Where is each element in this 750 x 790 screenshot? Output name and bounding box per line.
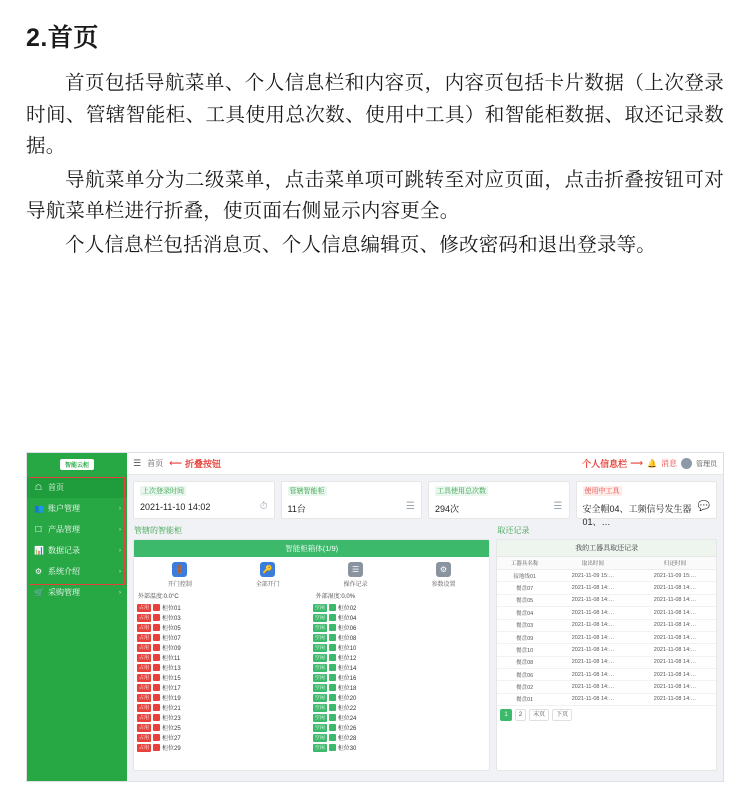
sidebar-item-purchase[interactable]: [27, 582, 127, 603]
card-title: 上次登录时间: [142, 488, 184, 495]
table-row[interactable]: [497, 693, 716, 705]
sidebar-item-records[interactable]: [27, 540, 127, 561]
settings-button[interactable]: [431, 562, 455, 588]
cell-returned: 2021-11-08 14:…: [634, 619, 716, 631]
slot-status-tag: 占用: [139, 664, 150, 671]
cabinet-slot[interactable]: [313, 613, 487, 622]
records-section-title: 取还记录: [497, 526, 530, 535]
tool-label: 参数设置: [431, 582, 456, 588]
slot-indicator: [153, 684, 160, 691]
cell-name: 餐盘01: [497, 693, 552, 705]
table-row[interactable]: [497, 619, 716, 631]
cell-taken: 2021-11-08 14:…: [552, 631, 634, 643]
card-value: 2021-11-10 14:02: [140, 502, 211, 512]
sidebar-item-system[interactable]: [27, 561, 127, 582]
card-value: 安全帽04、工频信号发生器01、…: [582, 504, 692, 527]
cabinet-slot[interactable]: [137, 633, 311, 642]
slot-indicator: [153, 744, 160, 751]
annotation-collapse-button: [169, 457, 221, 470]
cell-name: 餐盘05: [497, 594, 552, 606]
cabinet-toolbar: [134, 557, 489, 590]
slot-status-tag: 空闲: [314, 644, 325, 651]
cell-taken: 2021-11-08 14:…: [552, 693, 634, 705]
app-logo: [27, 453, 127, 475]
cell-taken: 2021-11-08 14:…: [552, 619, 634, 631]
user-name: 管理员: [696, 460, 717, 468]
cell-returned: 2021-11-08 14:…: [634, 669, 716, 681]
arrow-left-icon: ⟵: [169, 458, 182, 468]
slot-indicator: [153, 714, 160, 721]
chevron-right-icon: ›: [119, 568, 121, 575]
cabinet-slot[interactable]: [137, 703, 311, 712]
slot-label: 柜位06: [337, 626, 357, 632]
slot-label: 柜位12: [337, 656, 357, 662]
cabinet-slot[interactable]: [137, 603, 311, 612]
bell-icon[interactable]: 🔔: [647, 459, 657, 468]
cabinet-section-title: 管辖的智能柜: [134, 526, 182, 535]
door-control-button[interactable]: [168, 562, 192, 588]
slot-label: 柜位21: [162, 706, 181, 712]
cabinet-slot[interactable]: [313, 693, 487, 702]
cell-returned: 2021-11-09 15:…: [634, 570, 716, 582]
slot-status-tag: 占用: [139, 614, 150, 621]
page-title: 2.首页: [26, 24, 99, 52]
cell-taken: 2021-11-08 14:…: [552, 607, 634, 619]
slot-label: 柜位17: [162, 686, 181, 692]
cell-name: 餐盘04: [497, 607, 552, 619]
slot-indicator: [329, 674, 336, 681]
slot-indicator: [153, 604, 160, 611]
slot-status-tag: 占用: [139, 604, 150, 611]
cabinet-slot[interactable]: [137, 663, 311, 672]
top-bar: [127, 453, 723, 475]
slot-label: 柜位02: [337, 606, 357, 612]
cell-name: 餐盘10: [497, 644, 552, 656]
cell-taken: 2021-11-08 14:…: [552, 582, 634, 594]
slot-indicator: [153, 704, 160, 711]
last-page-button[interactable]: 末页: [529, 709, 549, 721]
slot-status-tag: 占用: [139, 694, 150, 701]
slot-indicator: [153, 614, 160, 621]
cabinet-slot[interactable]: [137, 723, 311, 732]
home-icon: ☖: [34, 483, 43, 492]
gear-icon: ⚙: [34, 567, 43, 576]
cell-returned: 2021-11-08 14:…: [634, 607, 716, 619]
slot-label: 柜位09: [162, 646, 181, 652]
slot-label: 柜位26: [337, 726, 357, 732]
slot-label: 柜位15: [162, 676, 181, 682]
slot-label: 柜位04: [337, 616, 357, 622]
cabinet-panel: [133, 539, 490, 771]
cell-taken: 2021-11-08 14:…: [552, 669, 634, 681]
cabinet-slot[interactable]: [137, 733, 311, 742]
open-all-button[interactable]: [256, 562, 280, 588]
slot-indicator: [153, 664, 160, 671]
cell-returned: 2021-11-08 14:…: [634, 644, 716, 656]
slot-status-tag: 空闲: [314, 654, 325, 661]
cabinet-slot[interactable]: [137, 623, 311, 632]
records-table: [497, 557, 716, 706]
sidebar-item-label: 首页: [48, 483, 64, 492]
hamburger-icon[interactable]: ☰: [133, 458, 142, 468]
slot-indicator: [153, 724, 160, 731]
table-row[interactable]: [497, 681, 716, 693]
cell-name: 餐盘03: [497, 619, 552, 631]
slot-label: 柜位29: [162, 746, 181, 752]
cabinet-slot[interactable]: [313, 623, 487, 632]
slot-label: 柜位08: [337, 636, 357, 642]
cell-taken: 2021-11-08 14:…: [552, 644, 634, 656]
key-icon: 🔑: [260, 562, 275, 577]
cell-name: 餐盘08: [497, 656, 552, 668]
column-header-taken: 取出时间: [552, 557, 634, 570]
table-row[interactable]: [497, 607, 716, 619]
slot-indicator: [329, 634, 336, 641]
slot-status-tag: 空闲: [314, 734, 325, 741]
slot-label: 柜位01: [162, 606, 181, 612]
slot-indicator: [329, 714, 336, 721]
slot-label: 柜位18: [337, 686, 357, 692]
slot-status-tag: 空闲: [314, 604, 325, 611]
comment-icon: 💬: [697, 501, 710, 512]
sidebar-item-label: 系统介绍: [48, 567, 80, 576]
tool-label: 全部开门: [255, 582, 280, 588]
slot-indicator: [329, 704, 336, 711]
slot-label: 柜位13: [162, 666, 181, 672]
annotation-label: 个人信息栏: [582, 459, 628, 469]
operation-log-button[interactable]: [344, 562, 368, 588]
content-area: [127, 475, 723, 781]
cell-name: 餐盘06: [497, 669, 552, 681]
slot-label: 柜位24: [337, 716, 357, 722]
slot-label: 柜位28: [337, 736, 357, 742]
cell-name: 接地线01: [497, 570, 552, 582]
card-title: 工具使用总次数: [437, 488, 486, 495]
chevron-right-icon: ›: [119, 526, 121, 533]
list-icon: ☰: [406, 501, 415, 512]
card-value: 11台: [287, 504, 306, 514]
slot-indicator: [329, 614, 336, 621]
annotation-label: 折叠按钮: [184, 459, 221, 469]
cell-returned: 2021-11-08 14:…: [634, 681, 716, 693]
cell-returned: 2021-11-08 14:…: [634, 656, 716, 668]
slot-indicator: [329, 684, 336, 691]
table-header-row: [497, 557, 716, 570]
card-title: 管辖智能柜: [289, 488, 325, 495]
slot-indicator: [153, 654, 160, 661]
column-header-returned: 归还时间: [634, 557, 716, 570]
lower-section: [133, 525, 717, 771]
page-button-1[interactable]: 1: [500, 709, 511, 721]
records-column: [496, 525, 717, 771]
cabinet-slot[interactable]: [137, 683, 311, 692]
cell-taken: 2021-11-08 14:…: [552, 656, 634, 668]
sidebar-item-label: 账户管理: [48, 504, 80, 513]
document-body: [0, 0, 750, 261]
slot-indicator: [329, 694, 336, 701]
paragraph-2: 导航菜单分为二级菜单，点击菜单项可跳转至对应页面，点击折叠按钮可对导航菜单栏进行折叠，使页面右侧显示内容更全。: [26, 168, 724, 223]
external-temperature: 外部温度:0.0°C: [138, 594, 179, 600]
cell-name: 餐盘07: [497, 582, 552, 594]
slot-label: 柜位22: [337, 706, 357, 712]
sidebar: [27, 453, 127, 781]
chevron-right-icon: ›: [119, 505, 121, 512]
cabinet-slot[interactable]: [137, 693, 311, 702]
slot-label: 柜位10: [337, 646, 357, 652]
gear-icon: ⚙: [436, 562, 451, 577]
door-icon: 🚪: [172, 562, 187, 577]
log-icon: ☰: [348, 562, 363, 577]
pagination: [497, 706, 716, 724]
slot-indicator: [329, 734, 336, 741]
tool-label: 操作记录: [343, 582, 368, 588]
cabinet-column: [133, 525, 490, 771]
cell-name: 餐盘09: [497, 631, 552, 643]
list-icon: ☰: [553, 501, 563, 512]
cell-returned: 2021-11-08 14:…: [634, 631, 716, 643]
cell-returned: 2021-11-08 14:…: [634, 594, 716, 606]
breadcrumb: 首页: [147, 459, 164, 468]
slot-status-tag: 占用: [139, 744, 150, 751]
table-row[interactable]: [497, 669, 716, 681]
slot-indicator: [153, 734, 160, 741]
slot-indicator: [329, 624, 336, 631]
annotation-profile-bar: [582, 457, 643, 470]
slot-indicator: [153, 644, 160, 651]
cell-returned: 2021-11-08 14:…: [634, 582, 716, 594]
slot-status-tag: 占用: [139, 674, 150, 681]
box-icon: ☐: [34, 525, 43, 534]
environment-readouts: [134, 590, 489, 601]
embedded-screenshot: [26, 452, 724, 782]
card-tool-usage: [428, 481, 570, 519]
cell-taken: 2021-11-09 15:…: [552, 570, 634, 582]
slot-indicator: [153, 674, 160, 681]
slot-label: 柜位11: [162, 656, 181, 662]
chevron-right-icon: ›: [119, 547, 121, 554]
slot-indicator: [329, 604, 336, 611]
slot-status-tag: 空闲: [314, 614, 325, 621]
table-row[interactable]: [497, 570, 716, 582]
cabinet-slot[interactable]: [313, 643, 487, 652]
slot-label: 柜位07: [162, 636, 181, 642]
sidebar-item-label: 数据记录: [48, 546, 80, 555]
cabinet-slot[interactable]: [313, 733, 487, 742]
sidebar-item-products[interactable]: [27, 519, 127, 540]
slot-label: 柜位27: [162, 736, 181, 742]
cart-icon: 🛒: [34, 588, 44, 597]
slot-indicator: [153, 624, 160, 631]
slot-indicator: [329, 644, 336, 651]
tool-label: 开门控制: [167, 582, 192, 588]
cabinet-slot[interactable]: [313, 633, 487, 642]
table-row[interactable]: [497, 656, 716, 668]
slot-indicator: [329, 744, 336, 751]
slot-status-tag: 空闲: [314, 684, 325, 691]
logo-text: 智能云柜: [60, 459, 94, 470]
card-last-login: [133, 481, 275, 519]
cabinet-slot[interactable]: [137, 673, 311, 682]
avatar[interactable]: [681, 458, 692, 469]
card-cabinets: [281, 481, 423, 519]
slot-label: 柜位16: [337, 676, 357, 682]
slot-indicator: [329, 724, 336, 731]
cabinet-slot[interactable]: [313, 723, 487, 732]
cabinet-panel-title: 智能柜箱体(1/9): [134, 540, 489, 557]
chart-icon: 📊: [34, 546, 44, 555]
cabinet-slot[interactable]: [313, 673, 487, 682]
slot-status-tag: 空闲: [314, 704, 325, 711]
table-row[interactable]: [497, 644, 716, 656]
slot-status-tag: 空闲: [314, 664, 325, 671]
cabinet-slot[interactable]: [313, 603, 487, 612]
sidebar-item-label: 产品管理: [48, 525, 80, 534]
slot-indicator: [329, 664, 336, 671]
slot-status-tag: 占用: [139, 624, 150, 631]
slot-label: 柜位20: [337, 696, 357, 702]
slot-status-tag: 占用: [139, 634, 150, 641]
card-value: 294次: [435, 504, 460, 514]
sidebar-menu: [27, 475, 127, 603]
slot-status-tag: 占用: [139, 654, 150, 661]
slot-status-tag: 占用: [139, 724, 150, 731]
cabinet-slot[interactable]: [137, 743, 311, 752]
cell-taken: 2021-11-08 14:…: [552, 681, 634, 693]
slot-status-tag: 空闲: [314, 744, 325, 751]
cell-returned: 2021-11-08 14:…: [634, 693, 716, 705]
slot-status-tag: 空闲: [314, 694, 325, 701]
cabinet-slot[interactable]: [313, 713, 487, 722]
sidebar-item-home[interactable]: [27, 477, 127, 498]
slot-status-tag: 空闲: [314, 724, 325, 731]
sidebar-item-label: 采购管理: [48, 588, 80, 597]
top-bar-right: [582, 457, 717, 470]
users-icon: 👥: [34, 504, 44, 513]
external-humidity: 外部湿度:0.0%: [315, 594, 356, 600]
cabinet-slot[interactable]: [137, 613, 311, 622]
slot-indicator: [329, 654, 336, 661]
card-tools-in-use: [576, 481, 718, 527]
column-header-name: 工器具名称: [497, 557, 552, 570]
slot-label: 柜位25: [162, 726, 181, 732]
slot-label: 柜位19: [162, 696, 181, 702]
paragraph-1: 首页包括导航菜单、个人信息栏和内容页，内容页包括卡片数据（上次登录时间、管辖智能柜、工具使用总次数、使用中工具）和智能柜数据、取还记录数据。: [26, 72, 724, 158]
slot-status-tag: 空闲: [314, 714, 325, 721]
cabinet-slot[interactable]: [313, 683, 487, 692]
slot-label: 柜位03: [162, 616, 181, 622]
slot-status-tag: 空闲: [314, 624, 325, 631]
records-panel-title: 我的工器具取还记录: [497, 540, 716, 557]
slot-label: 柜位23: [162, 716, 181, 722]
cabinet-slot[interactable]: [137, 653, 311, 662]
cabinet-slot[interactable]: [137, 643, 311, 652]
slot-status-tag: 空闲: [314, 674, 325, 681]
slot-label: 柜位14: [337, 666, 357, 672]
slot-indicator: [153, 634, 160, 641]
page-button-2[interactable]: 2: [515, 709, 526, 721]
slot-status-tag: 占用: [139, 644, 150, 651]
card-title: 使用中工具: [584, 488, 620, 495]
cell-name: 餐盘02: [497, 681, 552, 693]
cell-taken: 2021-11-08 14:…: [552, 594, 634, 606]
slot-status-tag: 占用: [139, 714, 150, 721]
cabinet-slot[interactable]: [313, 743, 487, 752]
message-label: 消息: [661, 459, 677, 468]
records-panel: [496, 539, 717, 771]
slot-label: 柜位30: [337, 746, 357, 752]
cabinet-slot[interactable]: [313, 703, 487, 712]
cabinet-slot-grid: [134, 601, 489, 754]
table-row[interactable]: [497, 594, 716, 606]
cabinet-slot[interactable]: [313, 653, 487, 662]
cabinet-slot[interactable]: [313, 663, 487, 672]
table-row[interactable]: [497, 631, 716, 643]
cabinet-slot[interactable]: [137, 713, 311, 722]
slot-indicator: [153, 694, 160, 701]
stat-cards: [133, 481, 717, 527]
slot-status-tag: 占用: [139, 684, 150, 691]
arrow-right-icon: ⟶: [630, 458, 644, 468]
slot-status-tag: 占用: [139, 704, 150, 711]
slot-status-tag: 占用: [139, 734, 150, 741]
sidebar-item-accounts[interactable]: [27, 498, 127, 519]
slot-label: 柜位05: [162, 626, 181, 632]
table-row[interactable]: [497, 582, 716, 594]
slot-status-tag: 空闲: [314, 634, 325, 641]
paragraph-3: 个人信息栏包括消息页、个人信息编辑页、修改密码和退出登录等。: [65, 233, 657, 256]
chevron-right-icon: ›: [119, 589, 121, 596]
clock-icon: ⏱: [259, 501, 268, 512]
next-page-button[interactable]: 下页: [552, 709, 572, 721]
